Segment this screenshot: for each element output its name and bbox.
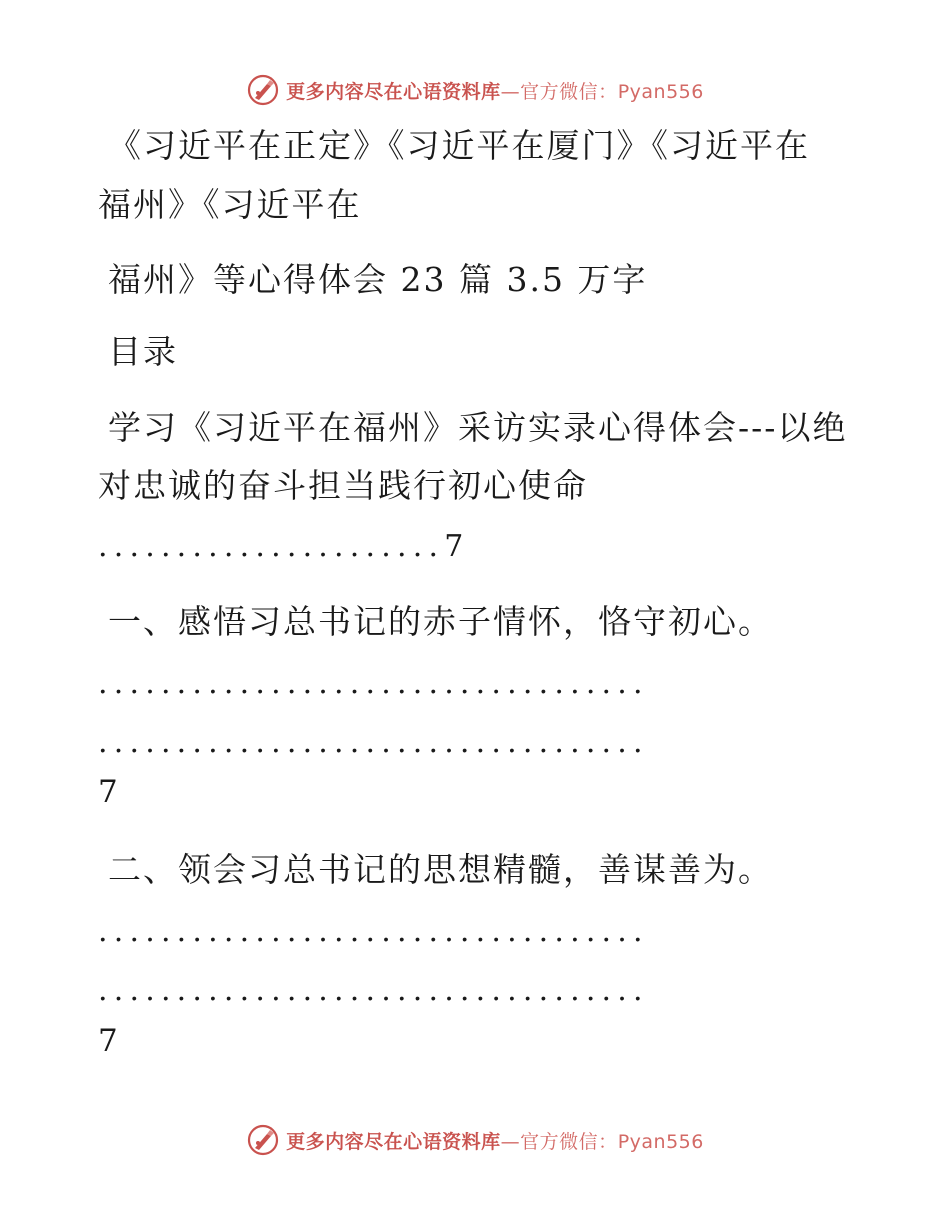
toc-entry-1-line-2[interactable]: 对忠诚的奋斗担当践行初心使命 (98, 466, 588, 505)
toc-entry-3-page: 7 (98, 1023, 118, 1059)
toc-entry-2-leader-1: ................................... (98, 666, 649, 701)
footer-watermark-wechat-label: 官方微信： (520, 1130, 618, 1153)
toc-entry-3-leader-1: ................................... (98, 914, 649, 949)
toc-entry-3-leader-2: ................................... (98, 973, 649, 1008)
toc-heading: 目录 (108, 332, 178, 371)
footer-watermark-wechat-id: Pyan556 (617, 1130, 704, 1153)
footer-watermark (0, 1120, 950, 1160)
watermark-wechat-id: Pyan556 (617, 80, 704, 103)
toc-entry-1-dots: ...................... (98, 529, 445, 564)
title-line-3: 福州》等心得体会 23 篇 3.5 万字 (108, 260, 648, 299)
watermark-text (286, 77, 704, 104)
toc-entry-1-line-1[interactable]: 学习《习近平在福州》采访实录心得体会---以绝 (108, 408, 848, 447)
pen-logo-icon (246, 73, 280, 107)
watermark-brand: 更多内容尽在心语资料库 (286, 80, 501, 103)
toc-entry-1-leader (98, 525, 463, 569)
header-watermark (0, 70, 950, 110)
footer-watermark-brand: 更多内容尽在心语资料库 (286, 1130, 501, 1153)
pen-logo-icon (246, 1123, 280, 1157)
footer-watermark-separator: — (500, 1130, 521, 1153)
title-line-1: 《习近平在正定》《习近平在厦门》《习近平在 (108, 126, 810, 165)
watermark-wechat-label: 官方微信： (520, 80, 618, 103)
title-line-2: 福州》《习近平在 (98, 185, 362, 224)
footer-watermark-text (286, 1127, 704, 1154)
toc-entry-2-line-1[interactable]: 一、感悟习总书记的赤子情怀，恪守初心。 (108, 602, 773, 641)
watermark-separator: — (500, 80, 521, 103)
toc-entry-2-page: 7 (98, 774, 118, 810)
toc-entry-3-line-1[interactable]: 二、领会习总书记的思想精髓，善谋善为。 (108, 850, 773, 889)
toc-entry-2-leader-2: ................................... (98, 725, 649, 760)
toc-entry-1-page: 7 (444, 529, 464, 564)
